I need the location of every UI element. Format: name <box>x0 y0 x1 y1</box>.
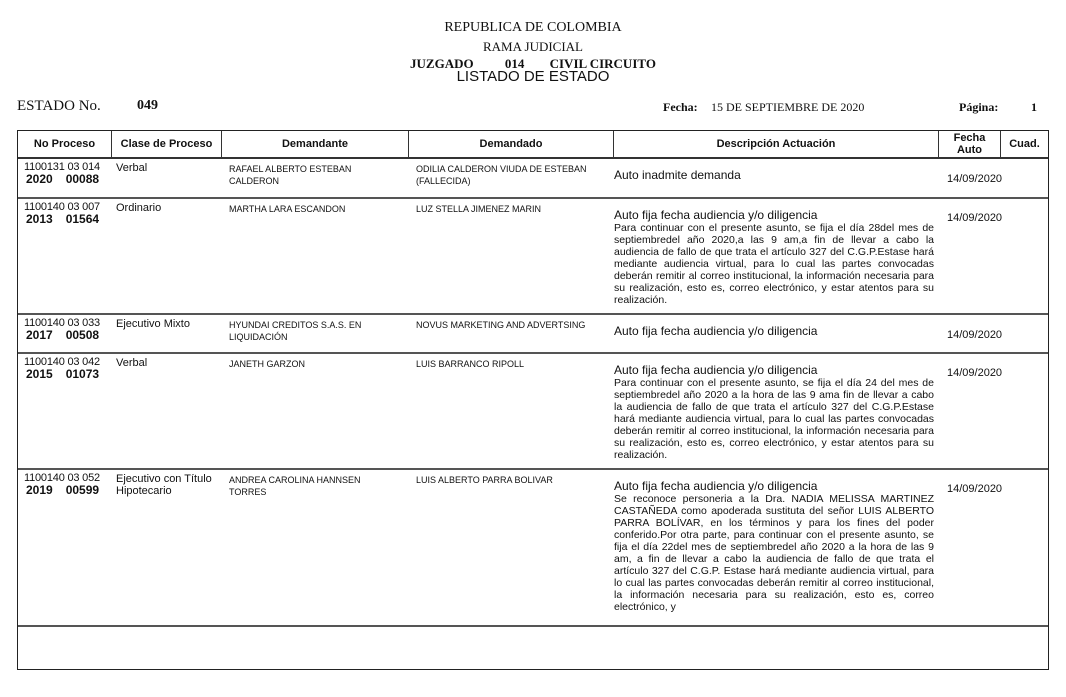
no-proceso <box>24 315 100 342</box>
table-row <box>18 159 1048 199</box>
court-number: 014 <box>504 56 525 71</box>
process-year-number <box>24 329 100 342</box>
descripcion <box>614 208 934 306</box>
estado-number: 049 <box>137 98 158 113</box>
fecha-auto: 14/09/2020 <box>947 329 1003 341</box>
desc-title: Auto fija fecha audiencia y/o diligencia <box>614 479 818 493</box>
no-proceso <box>24 470 100 497</box>
col-no-proceso: No Proceso <box>18 131 112 157</box>
process-number: 00088 <box>65 172 100 186</box>
desc-title: Auto fija fecha audiencia y/o diligencia <box>614 363 818 377</box>
process-year: 2015 <box>26 367 53 381</box>
clase-proceso: Ejecutivo con Título Hipotecario <box>116 473 212 497</box>
descripcion <box>614 479 934 613</box>
table-row <box>18 470 1048 627</box>
process-year-number <box>24 173 100 186</box>
table-row <box>18 199 1048 315</box>
fecha-auto: 14/09/2020 <box>947 173 1003 185</box>
col-fecha-auto <box>939 131 1001 157</box>
desc-body: Para continuar con el presente asunto, se fija el día 24 del mes de septiembredel año 2020 a la hora de las 9 ama fin de llevar a cabo la audiencia de fallo de que trata el artículo 327 del C.G.P.Estase hará mediante audiencia virtual, para lo cual las partes convocadas deberán remitir al correo institucional, la información necesaria para su realización, esto es, correo electrónico, y estar atentos para su realización. <box>614 377 934 461</box>
clase-proceso: Ejecutivo Mixto <box>116 318 190 330</box>
demandado: LUZ STELLA JIMENEZ MARIN <box>416 204 542 214</box>
desc-title: Auto fija fecha audiencia y/o diligencia <box>614 324 818 338</box>
demandado: LUIS BARRANCO RIPOLL <box>416 359 525 369</box>
process-number: 00508 <box>65 328 100 342</box>
process-year: 2019 <box>26 483 53 497</box>
process-code: 1100140 03 042 <box>24 356 100 368</box>
col-demandado: Demandado <box>409 131 614 157</box>
process-code: 1100131 03 014 <box>24 161 100 173</box>
demandante: MARTHA LARA ESCANDON <box>229 204 346 214</box>
no-proceso <box>24 199 100 226</box>
col-demandante: Demandante <box>222 131 409 157</box>
desc-title: Auto fija fecha audiencia y/o diligencia <box>614 208 818 222</box>
listing-title: LISTADO DE ESTADO <box>456 68 610 85</box>
table-row <box>18 315 1048 354</box>
process-number: 01073 <box>65 367 100 381</box>
pagina-label: Página: <box>959 100 999 114</box>
estado-table <box>17 130 1049 670</box>
process-code: 1100140 03 007 <box>24 201 100 213</box>
table-row <box>18 354 1048 470</box>
process-year: 2017 <box>26 328 53 342</box>
process-year-number <box>24 368 100 381</box>
demandado: LUIS ALBERTO PARRA BOLIVAR <box>416 475 553 485</box>
court-type: CIVIL CIRCUITO <box>549 56 656 71</box>
fecha-auto: 14/09/2020 <box>947 212 1003 224</box>
col-clase: Clase de Proceso <box>112 131 222 157</box>
demandante: ANDREA CAROLINA HANNSEN TORRES <box>229 475 361 497</box>
process-year: 2020 <box>26 172 53 186</box>
no-proceso <box>24 354 100 381</box>
demandado: ODILIA CALDERON VIUDA DE ESTEBAN (FALLECIDA) <box>416 164 587 186</box>
process-code: 1100140 03 033 <box>24 317 100 329</box>
descripcion <box>614 363 934 461</box>
descripcion <box>614 324 817 338</box>
descripcion <box>614 168 741 182</box>
fecha-label: Fecha: <box>663 100 698 114</box>
clase-proceso: Verbal <box>116 162 148 174</box>
desc-body: Se reconoce personeria a la Dra. NADIA MELISSA MARTINEZ CASTAÑEDA como apoderada sustituta del señor LUIS ALBERTO PARRA BOLÍVAR, en los términos y para los fines del poder conferido.Por otra parte, para continuar con el presente asunto, se fija el día 22del mes de septiembredel año 2020 a la hora de las 9 am, a fin de llevar a cabo la audiencia de fallo de que trata el artículo 327 del C.G.P. Estase hará mediante audiencia virtual, para lo cual las partes convocadas deberán remitir al correo institucional, la información necesaria para su realización, esto es, correo electrónico, y <box>614 493 934 613</box>
process-number: 00599 <box>65 483 100 497</box>
demandante: JANETH GARZON <box>229 359 306 369</box>
process-year: 2013 <box>26 212 53 226</box>
col-fecha-auto-line1: Fecha <box>953 132 986 144</box>
demandante: RAFAEL ALBERTO ESTEBAN CALDERON <box>229 164 352 186</box>
desc-body: Para continuar con el presente asunto, se fija el día 28del mes de septiembredel año 2020,a las 9 am,a fin de llevar a cabo la audiencia de fallo de que trata el artículo 327 del C.G.P.Estase hará mediante audiencia virtual, para lo cual las partes convocadas deberán remitir al correo institucional, la información necesaria para su realización, esto es, correo electrónico, y estar atentos para su realización. <box>614 222 934 306</box>
court-label: JUZGADO <box>410 56 474 71</box>
demandante: HYUNDAI CREDITOS S.A.S. EN LIQUIDACIÓN <box>229 320 362 342</box>
process-year-number <box>24 484 100 497</box>
col-descripcion: Descripción Actuación <box>614 131 939 157</box>
clase-proceso: Ordinario <box>116 202 162 214</box>
no-proceso <box>24 159 100 186</box>
demandado: NOVUS MARKETING AND ADVERTSING <box>416 320 586 330</box>
branch-heading: RAMA JUDICIAL <box>482 39 584 54</box>
clase-proceso: Verbal <box>116 357 148 369</box>
process-year-number <box>24 213 100 226</box>
table-row-empty <box>18 627 1048 669</box>
fecha-auto: 14/09/2020 <box>947 367 1003 379</box>
col-fecha-auto-line2: Auto <box>956 144 983 156</box>
col-cuad: Cuad. <box>1009 138 1040 150</box>
country-heading: REPUBLICA DE COLOMBIA <box>444 20 622 35</box>
pagina-value: 1 <box>1031 100 1037 114</box>
fecha-auto: 14/09/2020 <box>947 483 1003 495</box>
estado-label: ESTADO No. <box>17 98 101 114</box>
process-number: 01564 <box>65 212 100 226</box>
process-code: 1100140 03 052 <box>24 472 100 484</box>
fecha-value: 15 DE SEPTIEMBRE DE 2020 <box>711 100 865 114</box>
table-header <box>18 131 1048 159</box>
desc-title: Auto inadmite demanda <box>614 168 741 182</box>
